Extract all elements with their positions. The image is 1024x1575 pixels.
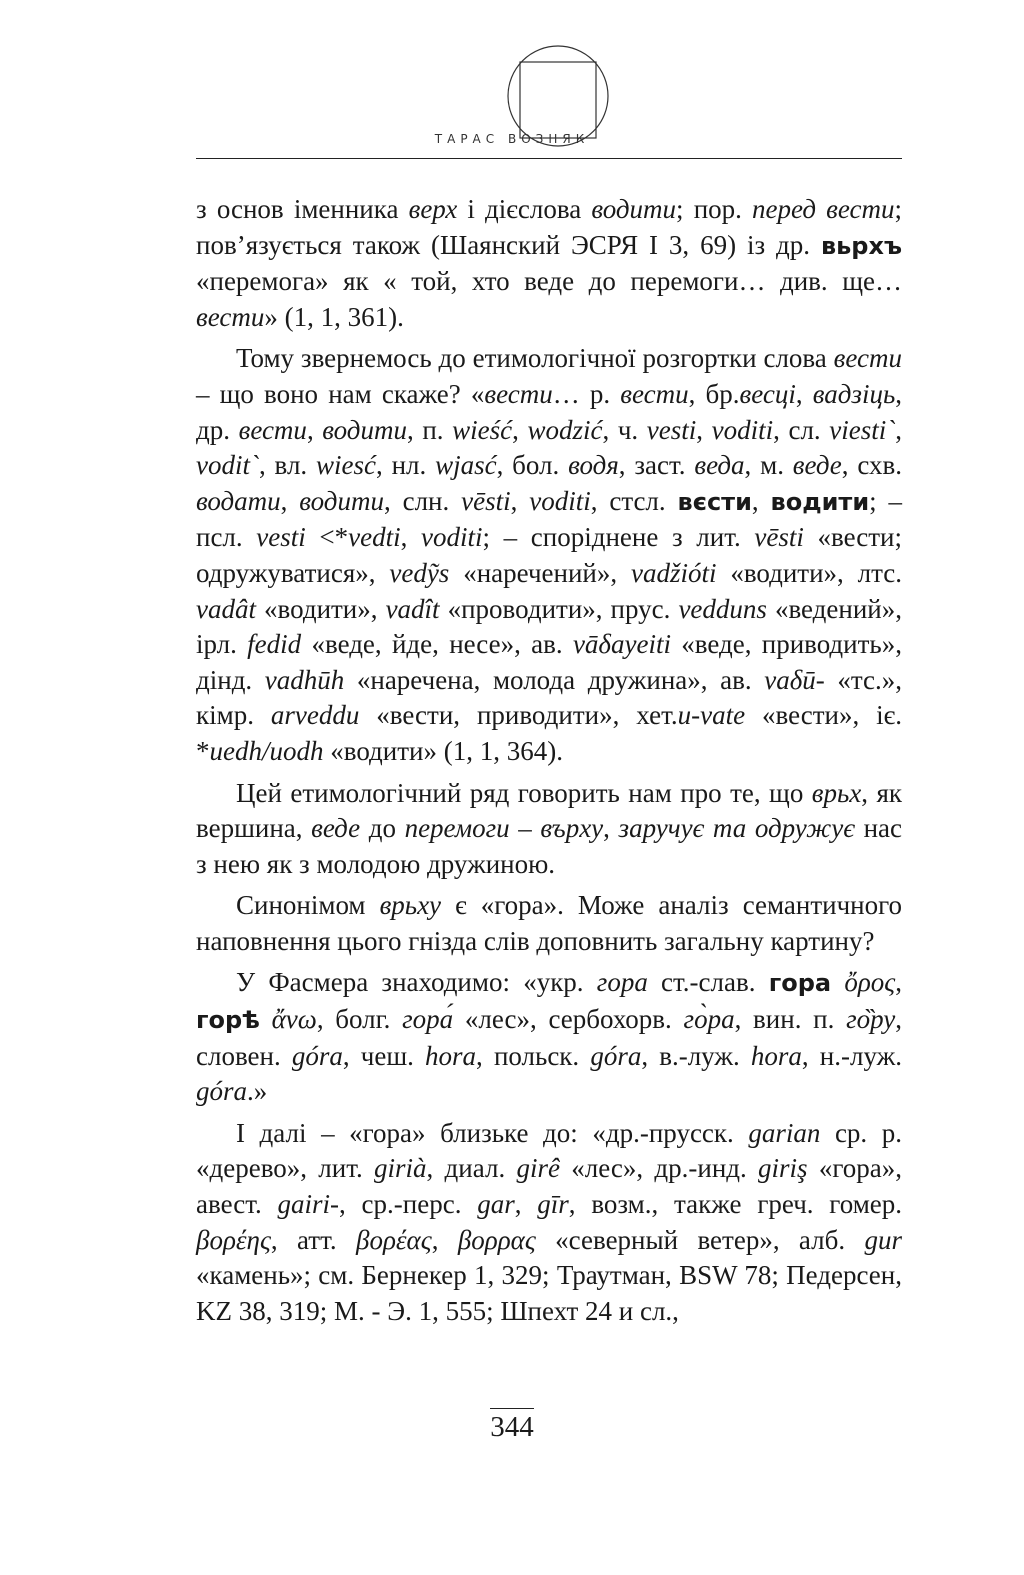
text-run: , — [603, 813, 619, 844]
text-run: «лес», сербохорв. — [453, 1004, 684, 1035]
text-run: «водити», лтс. — [716, 557, 903, 588]
text-run: «лес», др.-инд. — [559, 1153, 759, 1184]
text-run: » (1, 1, 361). — [264, 301, 404, 332]
paragraph — [196, 965, 902, 1109]
italic-term: voditi — [529, 485, 591, 516]
church-slavonic-term: вєсти — [677, 487, 752, 516]
text-run: «ведений», ірл. — [196, 593, 902, 660]
text-run — [260, 1004, 272, 1034]
italic-term: u-vate — [677, 700, 746, 731]
text-run: , схв. — [841, 450, 902, 481]
text-run: , ср.-перс. — [339, 1189, 478, 1220]
text-run: , польск. — [476, 1040, 591, 1071]
italic-term: garian — [748, 1117, 821, 1148]
paragraph — [196, 776, 902, 883]
italic-term: вести — [484, 378, 553, 409]
italic-term: vēsti — [754, 522, 804, 553]
text-run: , — [696, 414, 712, 445]
italic-term: hora — [425, 1040, 477, 1071]
text-run: , бр. — [688, 378, 740, 409]
church-slavonic-term: вьрхъ — [820, 231, 902, 260]
text-run: , — [400, 522, 422, 553]
italic-term: viesti` — [829, 414, 896, 445]
italic-term: vedti — [348, 522, 401, 553]
italic-term: го̏ру — [846, 1004, 896, 1035]
body-text — [196, 192, 902, 1329]
italic-term: βορρας — [457, 1224, 536, 1255]
italic-term: водя — [568, 450, 619, 481]
italic-term: врьх — [811, 777, 862, 808]
text-run: «наречений», — [449, 557, 631, 588]
italic-term: gairi- — [277, 1189, 340, 1220]
italic-term: ὄρος — [844, 967, 896, 998]
text-run: , — [751, 485, 771, 516]
running-head: ТАРАС ВОЗНЯК — [434, 132, 590, 146]
text-run: ; пов’язується також (Шаянский ЭСРЯ І 3, 69) із др. — [196, 194, 902, 260]
italic-term: gar — [477, 1189, 515, 1220]
text-run: , — [510, 485, 530, 516]
italic-term: arveddu — [270, 700, 360, 731]
italic-term: girià — [374, 1153, 427, 1184]
page-number-block — [0, 1408, 1024, 1444]
text-run: , п. — [406, 414, 453, 445]
paragraph — [196, 1116, 902, 1330]
text-run: , — [514, 1189, 538, 1220]
italic-term: vodit` — [196, 450, 259, 481]
text-run: , стсл. — [590, 485, 678, 516]
text-run: <* — [305, 522, 349, 553]
italic-term: góra — [196, 1076, 248, 1107]
italic-term: wodzić — [527, 414, 603, 445]
text-run: , — [431, 1224, 458, 1255]
text-run: , нл. — [376, 450, 436, 481]
italic-term: vadît — [385, 593, 440, 624]
text-run: «веде, приводить», дінд. — [196, 629, 902, 695]
text-run: «вести, приводити», хет. — [359, 700, 678, 731]
text-run: «гора», авест. — [196, 1153, 902, 1220]
italic-term: vedduns — [678, 593, 767, 624]
text-run: ; пор. — [676, 194, 753, 224]
text-run: – що воно нам скаже? « — [196, 378, 485, 409]
text-run: Синонімом — [236, 890, 380, 921]
text-run: Тому звернемось до етимологічної розгортки слова — [236, 343, 834, 374]
text-run: , н.-луж. — [801, 1040, 902, 1071]
text-run: нас з нею як з молодою дружиною. — [196, 813, 903, 879]
text-run: , як вершина, — [196, 777, 902, 844]
italic-term: vēsti — [461, 485, 511, 516]
text-run: , — [895, 414, 903, 445]
italic-term: vaδū- — [764, 664, 825, 695]
text-run: до — [360, 813, 405, 844]
italic-term: гора — [596, 967, 648, 998]
text-run: У Фасмера знаходимо: «укр. — [236, 967, 597, 998]
italic-term: giriş — [758, 1153, 808, 1184]
text-run: «северный ветер», алб. — [535, 1224, 865, 1255]
text-run: , вин. п. — [734, 1004, 847, 1035]
italic-term: wjasć — [435, 450, 497, 481]
text-run: «вести; одружуватися», — [196, 522, 902, 588]
text-run: «водити» (1, 1, 364). — [323, 735, 563, 766]
italic-term: gīr — [537, 1189, 569, 1220]
text-run: «тс.», кімр. — [196, 664, 902, 731]
italic-term: voditi — [711, 414, 774, 445]
text-run: є «гора». Може аналіз семантичного наповнення цього гнізда слів доповнить загальну картину? — [196, 890, 903, 956]
text-run: , атт. — [270, 1224, 356, 1255]
italic-term: góra — [291, 1040, 343, 1071]
text-run: , — [795, 378, 813, 409]
text-run: , возм., также греч. гомер. — [568, 1189, 903, 1220]
italic-term: водити — [322, 414, 407, 445]
text-run: , бол. — [496, 450, 569, 481]
paragraph — [196, 341, 902, 769]
church-slavonic-term: горѣ — [196, 1006, 260, 1035]
text-run — [831, 967, 844, 997]
text-run: , — [895, 967, 902, 998]
italic-term: voditi — [421, 522, 483, 553]
text-run: «наречена, молода дружина», ав. — [344, 664, 765, 695]
text-run: , чеш. — [342, 1040, 426, 1071]
text-run: ; – споріднене з лит. — [482, 522, 755, 553]
text-run: «вести», іє. * — [196, 700, 902, 766]
italic-term: fedid — [247, 629, 302, 660]
text-run: І далі – «гора» близьке до: «др.-прусск. — [236, 1117, 749, 1148]
italic-term: водати — [196, 485, 281, 516]
text-run: Цей етимологічний ряд говорить нам про те, що — [236, 777, 812, 808]
italic-term: вадзіць — [812, 378, 896, 409]
italic-term: vadžióti — [630, 557, 717, 588]
text-run: з основ іменника — [196, 194, 409, 224]
italic-term: го̀ра — [683, 1004, 735, 1035]
italic-term: вести — [620, 378, 689, 409]
italic-term: βορέης — [196, 1224, 271, 1255]
text-run: , заст. — [618, 450, 695, 481]
italic-term: перемоги – въpxy — [404, 813, 604, 844]
italic-term: весці — [739, 378, 796, 409]
italic-term: верх — [408, 194, 458, 224]
italic-term: girê — [516, 1153, 560, 1184]
italic-term: перед вести — [752, 194, 895, 224]
text-run: і дієслова — [457, 194, 592, 224]
text-run: , словен. — [196, 1004, 902, 1071]
page-number: 344 — [490, 1408, 534, 1444]
church-slavonic-term: гора — [768, 969, 832, 998]
text-run: … р. — [552, 378, 621, 409]
text-run: «проводити», прус. — [439, 593, 679, 624]
text-run: , ч. — [602, 414, 647, 445]
text-run: «камень»; см. Бернекер 1, 329; Траутман, BSW 78; Педерсен, KZ 38, 319; М. - Э. 1, 555; Шпехт 24 и сл., — [196, 1260, 902, 1326]
paragraph — [196, 888, 902, 959]
italic-term: гора́ — [402, 1004, 454, 1035]
text-run: «водити», — [256, 593, 386, 624]
italic-term: ἄνω — [271, 1004, 317, 1035]
text-run: «веде, йде, несе», ав. — [301, 629, 573, 660]
text-run: , — [512, 414, 528, 445]
text-run: , слн. — [383, 485, 462, 516]
text-run: ; – псл. — [196, 485, 903, 553]
italic-term: водити — [591, 194, 677, 224]
italic-term: wiesć — [316, 450, 376, 481]
italic-term: góra — [590, 1040, 642, 1071]
church-slavonic-term: водити — [770, 487, 870, 516]
italic-term: вести — [238, 414, 307, 445]
text-run: , м. — [744, 450, 793, 481]
italic-term: vadhūh — [264, 664, 345, 695]
text-run: «перемога» як « той, хто веде до перемоги… див. ще… — [196, 266, 902, 297]
text-run: , вл. — [258, 450, 316, 481]
text-run: , сл. — [773, 414, 830, 445]
header-rule — [196, 158, 902, 159]
italic-term: веде — [311, 813, 361, 844]
italic-term: gur — [864, 1224, 903, 1255]
italic-term: vāδayeiti — [572, 629, 671, 660]
text-run: , др. — [196, 378, 903, 445]
text-run: , — [280, 485, 300, 516]
text-run: , — [306, 414, 323, 445]
italic-term: заручує та одружує — [618, 813, 855, 844]
italic-term: вести — [196, 301, 265, 332]
italic-term: врьху — [379, 890, 442, 921]
italic-term: hora — [750, 1040, 802, 1071]
text-run: .» — [247, 1076, 268, 1107]
text-run: ср. р. «дерево», лит. — [196, 1117, 903, 1184]
italic-term: веда — [694, 450, 745, 481]
italic-term: водити — [299, 485, 384, 516]
text-run: , болг. — [316, 1004, 403, 1035]
text-run: ст.-слав. — [647, 967, 769, 998]
italic-term: βορέας — [356, 1224, 432, 1255]
italic-term: vesti — [256, 522, 306, 553]
italic-term: vadât — [196, 593, 256, 624]
text-run: , диал. — [426, 1153, 517, 1184]
text-run: , в.-луж. — [641, 1040, 751, 1071]
italic-term: веде — [792, 450, 842, 481]
italic-term: vesti — [646, 414, 697, 445]
italic-term: вести — [833, 343, 902, 374]
italic-term: uedh/uodh — [209, 735, 324, 766]
italic-term: vedỹs — [389, 557, 450, 588]
paragraph — [196, 192, 902, 335]
italic-term: wieść — [452, 414, 513, 445]
